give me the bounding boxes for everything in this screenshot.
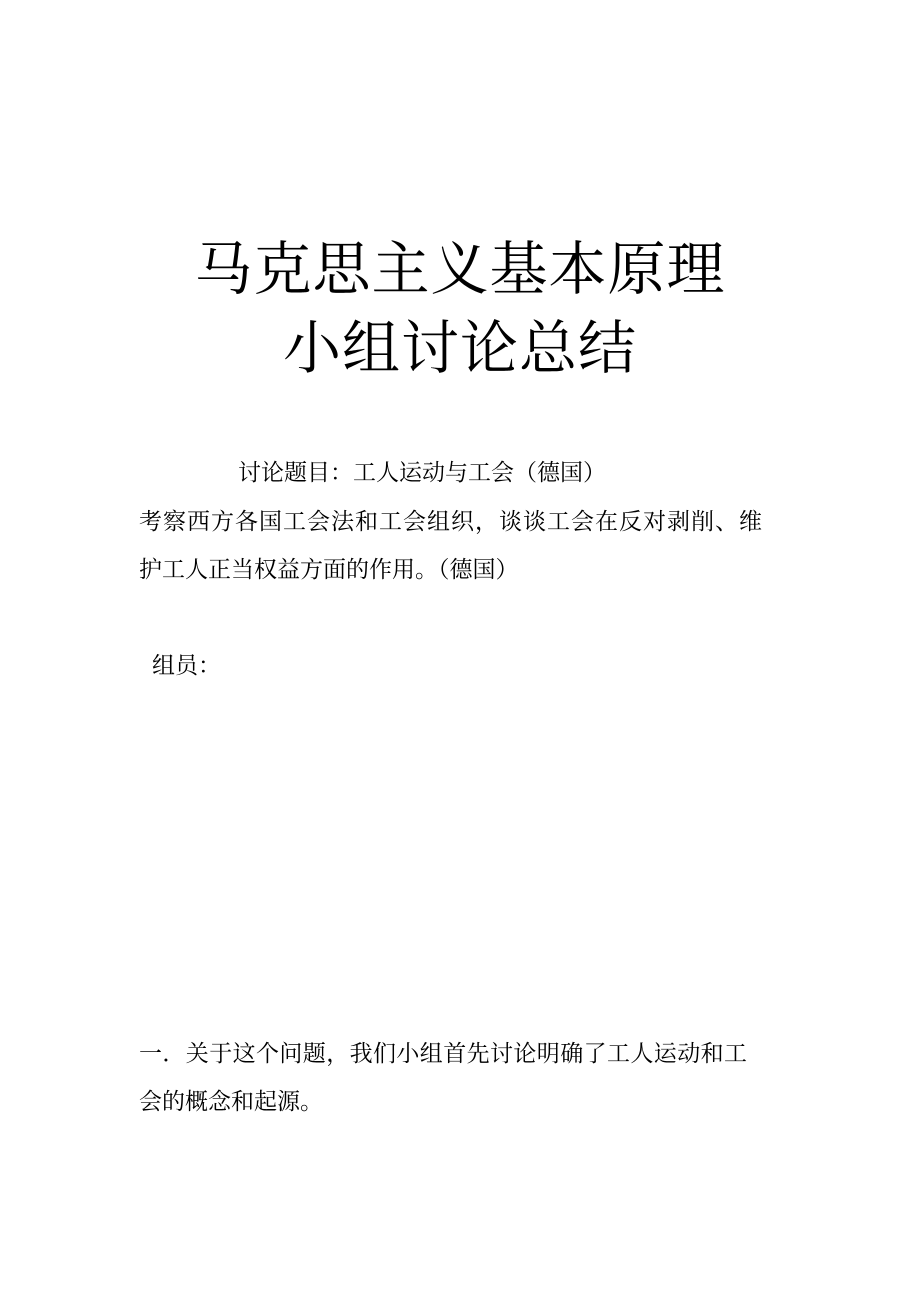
- topic-description-line-1: 考察西方各国工会法和工会组织，谈谈工会在反对剥削、维: [139, 509, 763, 535]
- discussion-topic: 讨论题目：工人运动与工会（德国）: [238, 460, 606, 486]
- topic-description-line-2: 护工人正当权益方面的作用。（德国）: [139, 557, 519, 583]
- section-one-line-1: 一．关于这个问题，我们小组首先讨论明确了工人运动和工: [139, 1041, 748, 1067]
- members-label: 组员：: [152, 653, 221, 679]
- document-title-line-1: 马克思主义基本原理: [194, 235, 726, 303]
- document-title-line-2: 小组讨论总结: [282, 314, 637, 382]
- section-one-line-2: 会的概念和起源。: [139, 1089, 323, 1115]
